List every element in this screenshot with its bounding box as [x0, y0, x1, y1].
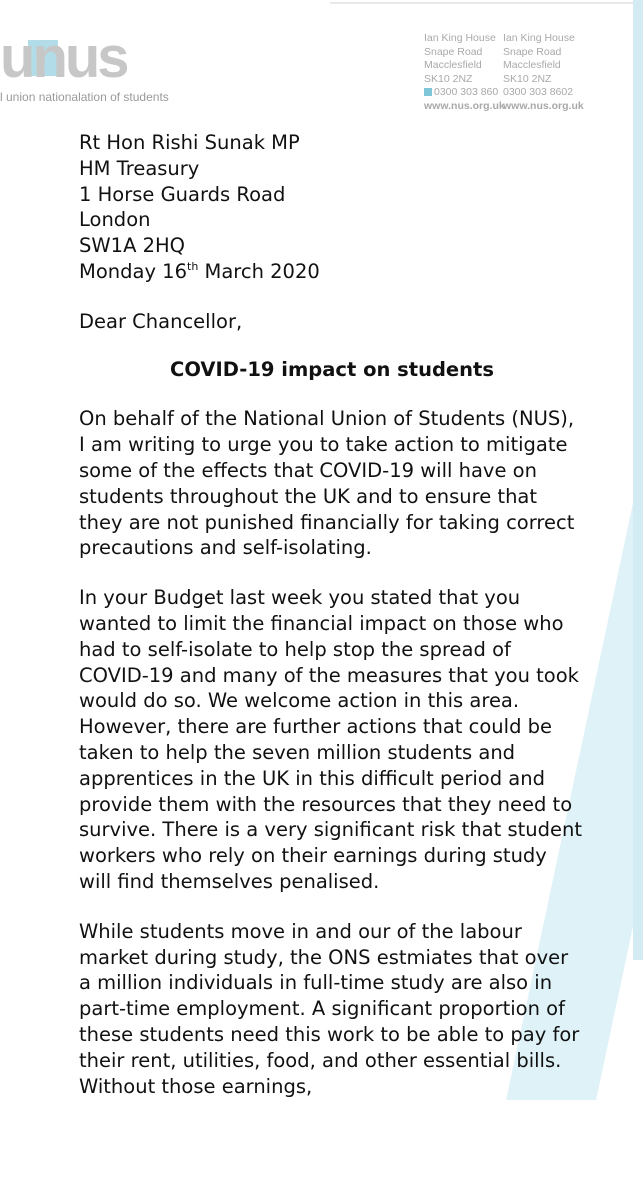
recipient-address [79, 130, 599, 285]
address-web: www.nus.org.uk [503, 99, 584, 112]
address-line: Ian King House [424, 32, 496, 44]
date-month-year: March 2020 [198, 259, 320, 283]
phone-icon [424, 88, 432, 96]
letter-body [79, 130, 599, 1099]
address-line: Snape Road [503, 45, 562, 58]
stripe-narrow [633, 0, 643, 960]
subject-heading: COVID-19 impact on students [170, 357, 494, 381]
address-phone [424, 86, 505, 100]
paragraph-text: In your Budget last week you stated that you wanted to limit the financial impact on those who had to self-isolate to help stop the spread of COVID-19 and many of the measures that you took would do so. We welcome action in this area. However, there are further actions that could be taken to help the seven million students and apprentices in the UK in this difficult period and provide them with the resources that they need to survive. There is a very significant risk that student workers who rely on their earnings during study will find themselves penalised. [79, 586, 583, 893]
address-block-left [424, 32, 505, 113]
salutation: Dear Chancellor, [79, 309, 243, 333]
nus-logo [0, 25, 200, 104]
logo-tagline: l union nationalation of students [0, 90, 169, 104]
address-line: SK10 2NZ [424, 72, 473, 85]
recipient-postcode: SW1A 2HQ [79, 234, 186, 258]
paragraph-text: On behalf of the National Union of Students (NUS), I am writing to urge you to take action to mitigate some of the effects that COVID-19 will have on students throughout the UK and to ensure that they are not punished financially for taking correct precautions and self-isolating. [79, 407, 575, 560]
recipient-street: 1 Horse Guards Road [79, 182, 286, 206]
address-phone: 0300 303 8602 [503, 86, 574, 98]
recipient-city: London [79, 208, 151, 232]
logo-mark-text: nus [32, 25, 127, 90]
paragraph-text: While students move in and our of the labour market during study, the ONS estmiates that over a million individuals in full-time study are also in part-time employment. A significant proportion of these students need this work to be able to pay for their rent, utilities, food, and other essential bills. Without those earnings, [79, 919, 580, 1098]
address-web: www.nus.org.uk [424, 99, 505, 112]
recipient-name: Rt Hon Rishi Sunak MP [79, 131, 300, 154]
letter-date [79, 259, 599, 285]
logo-mark [0, 25, 127, 90]
paragraph [79, 919, 584, 1100]
paragraph [79, 406, 584, 561]
address-block-right [503, 32, 584, 113]
date-day: Monday 16 [79, 259, 187, 283]
logo-mark-prefix: u [0, 25, 33, 90]
paragraph [79, 585, 584, 895]
address-line: Macclesfield [503, 59, 561, 71]
date-ordinal: th [187, 259, 199, 273]
address-line: Macclesfield [424, 59, 482, 71]
recipient-org: HM Treasury [79, 156, 200, 180]
address-line: SK10 2NZ [503, 72, 552, 85]
address-line: Snape Road [424, 45, 483, 58]
address-line: Ian King House [503, 32, 575, 44]
phone-number: 0300 303 860 [434, 86, 499, 98]
